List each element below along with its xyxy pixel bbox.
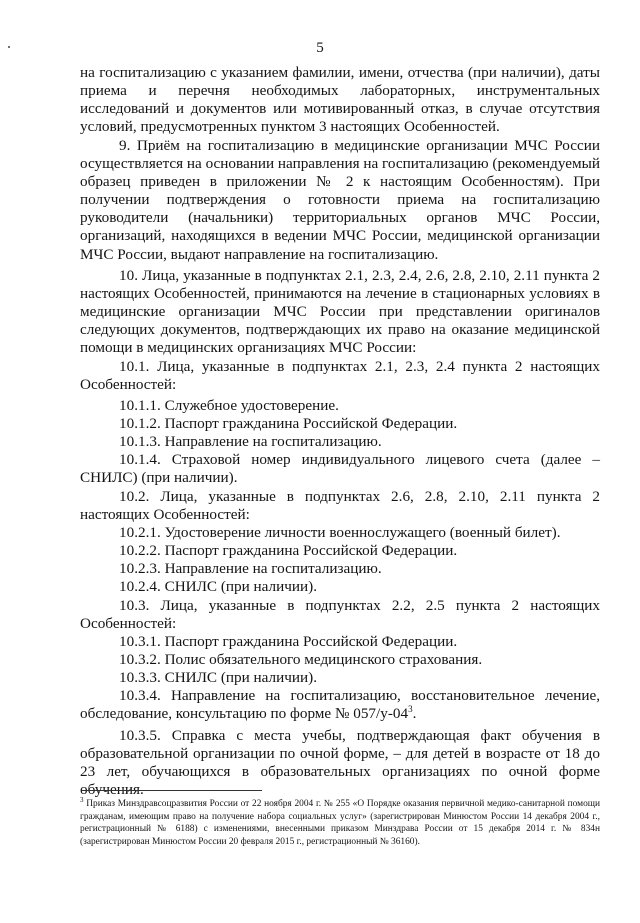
footnote-separator bbox=[82, 790, 262, 791]
footnote bbox=[80, 795, 600, 848]
page-number: 5 bbox=[316, 40, 324, 56]
paragraph-10-1-3: 10.1.3. Направление на госпитализацию. bbox=[119, 433, 382, 451]
paragraph-10-2-1: 10.2.1. Удостоверение личности военнослужащего (военный билет). bbox=[119, 523, 561, 541]
paragraph-10-1-4: 10.1.4. Страховой номер индивидуального лицевого счета (далее – СНИЛС) (при наличии). bbox=[80, 451, 600, 487]
footnote-text: Приказ Минздравсоцразвития России от 22 ноября 2004 г. № 255 «О Порядке оказания первичной медико-санитарной помощи гражданам, имеющим право на получение набора социальных услуг» (зарегистрирован Минюстом России 14 декабря 2004 г., регистрационный № 6188) с изменениями, внесенными приказом Минздрава России от 15 декабря 2014 г. № 834н (зарегистрирован Минюстом России 20 февраля 2015 г., регистрационный № 36160). bbox=[80, 799, 600, 847]
paragraph-10: 10. Лица, указанные в подпунктах 2.1, 2.3, 2.4, 2.6, 2.8, 2.10, 2.11 пункта 2 настоящих Особенностей, принимаются на лечение в стационарных условиях в медицинские организации МЧС России при представлении оригиналов следующих документов, подтверждающих их право на оказание медицинской помощи в медицинских организациях МЧС России: bbox=[80, 266, 600, 357]
paragraph-10-3-4: 10.3.4. Направление на госпитализацию, восстановительное лечение, обследование, консультацию по форме № $057/у-04^3$. bbox=[80, 687, 600, 723]
paragraph-10-3-3: 10.3.3. СНИЛС (при наличии). bbox=[119, 669, 318, 687]
document-body bbox=[80, 64, 600, 799]
paragraph-10-3-5: 10.3.5. Справка с места учебы, подтверждающая факт обучения в образовательной организации по очной форме, – для детей в возрасте от 18 до 23 лет, обучающихся в образовательных организациях по очной форме обучения. bbox=[80, 726, 600, 799]
footnote-reference: 3 bbox=[408, 704, 413, 715]
paragraph-10-3-1: 10.3.1. Паспорт гражданина Российской Федерации. bbox=[119, 632, 458, 650]
paragraph-continuation: на госпитализацию с указанием фамилии, имени, отчества (при наличии), даты приема и перечня необходимых лабораторных, инструментальных исследований и документов или мотивированный отказ, в случае отсутствия условий, предусмотренных пунктом 3 настоящих Особенностей. bbox=[80, 64, 600, 136]
paragraph-10-1: 10.1. Лица, указанные в подпунктах 2.1, 2.3, 2.4 пункта 2 настоящих Особенностей: bbox=[80, 357, 600, 393]
paragraph-9: 9. Приём на госпитализацию в медицинские организации МЧС России осуществляется на основании направления на госпитализацию (рекомендуемый образец приведен в приложении № 2 к настоящим Особенностям). При получении подтверждения о готовности приема на госпитализацию руководители (начальники) территориальных органов МЧС России, организаций, находящихся в ведении МЧС России, медицинской организации МЧС России, выдают направление на госпитализацию. bbox=[80, 136, 600, 263]
paragraph-10-1-2: 10.1.2. Паспорт гражданина Российской Федерации. bbox=[119, 414, 458, 432]
paragraph-10-2-4: 10.2.4. СНИЛС (при наличии). bbox=[119, 578, 318, 596]
footnote-mark: 3 bbox=[80, 795, 84, 804]
paragraph-10-3-2: 10.3.2. Полис обязательного медицинского страхования. bbox=[119, 651, 483, 668]
paragraph-10-2: 10.2. Лица, указанные в подпунктах 2.6, 2.8, 2.10, 2.11 пункта 2 настоящих Особенностей: bbox=[80, 487, 600, 523]
paragraph-10-2-3: 10.2.3. Направление на госпитализацию. bbox=[119, 560, 382, 578]
paragraph-10-3: 10.3. Лица, указанные в подпунктах 2.2, 2.5 пункта 2 настоящих Особенностей: bbox=[80, 596, 600, 632]
paragraph-10-1-1: 10.1.1. Служебное удостоверение. bbox=[119, 396, 339, 414]
paragraph-10-2-2: 10.2.2. Паспорт гражданина Российской Федерации. bbox=[119, 542, 458, 560]
paragraph-10-3-4-text: 10.3.4. Направление на госпитализацию, восстановительное лечение, обследование, консультацию по форме № 057/у-04 bbox=[80, 687, 600, 723]
